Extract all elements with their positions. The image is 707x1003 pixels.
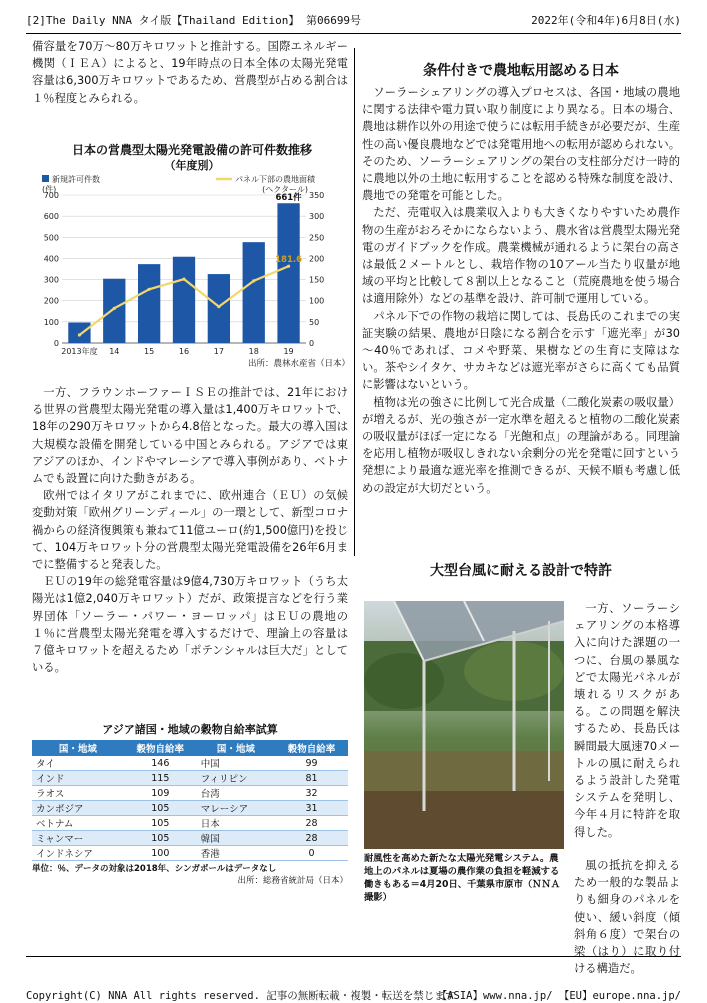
column-header: 国・地域 (197, 740, 275, 756)
permit-chart (36, 143, 348, 375)
chart-source: 出所：農林水産省（日本） (247, 359, 350, 369)
grain-self-sufficiency-table (32, 740, 348, 861)
left-tick-label: 600 (43, 212, 59, 222)
line-point (252, 279, 255, 282)
table-cell: 115 (124, 771, 197, 786)
page-header (26, 10, 681, 30)
table-cell: 146 (124, 756, 197, 771)
table-cell: 香港 (197, 846, 275, 861)
bar (103, 279, 125, 343)
x-tick-label: 17 (213, 347, 224, 356)
bar (138, 264, 160, 343)
chart-title: 日本の営農型太陽光発電設備の許可件数推移 (71, 143, 312, 157)
header-date: 2022年(令和4年)6月8日(水) (531, 14, 681, 27)
table-cell: 105 (124, 831, 197, 846)
chart-canvas (36, 175, 348, 375)
paragraph-shading-rate: パネル下での作物の栽培に関しては、長島氏のこれまでの実証実験の結果、農地が日陰になる割合を示す「遮光率」が30～40％であれば、コメや野菜、果樹などの生育に支障はない。茶やシイタケ、サカキなどは遮光率がさらに高くても品質に影響はないという。 (362, 309, 680, 392)
line-point (78, 333, 81, 336)
grain-table-block (32, 722, 348, 886)
paragraph-fraunhofer: 一方、フラウンホーファーＩＳＥの推計では、21年における世界の営農型太陽光発電の導入量は1,400万キロワットで、18年の290万キロワットから4.8倍となった。最大の導入国は大規模な設備を開発している中国とみられる。アジアでは東アジアのほか、インドやマレーシアで導入事例があり、ベトナムでも設置に向けた動きがある。 (32, 386, 348, 486)
legend-label-permits: 新規許可件数 (52, 175, 100, 184)
paragraph-panel-structure: 風の抵抗を抑えるため一般的な製品よりも細身のパネルを使い、緩い斜度（傾斜角６度）で架台の梁（はり）に取り付ける構造だ。 (574, 859, 680, 976)
table-cell: カンボジア (32, 801, 124, 816)
right-tick-label: 300 (309, 212, 325, 222)
bar (173, 257, 195, 343)
table-row (32, 846, 348, 861)
header-publication: [2]The Daily NNA タイ版【Thailand Edition】 第06699号 (26, 14, 362, 27)
table-cell: ベトナム (32, 816, 124, 831)
column-header: 穀物自給率 (275, 740, 348, 756)
x-tick-label: 16 (178, 347, 190, 356)
table-cell: 台湾 (197, 786, 275, 801)
table-cell: 0 (275, 846, 348, 861)
paragraph-typhoon-risk: 一方、ソーラーシェアリングの本格導入に向けた課題の一つに、台風の暴風などで太陽光パネルが壊れるリスクがある。この問題を解決するため、長島氏は瞬間最大風速70メートルの風に耐えられるよう設計した発電システムを発明し、今年４月に特許を取得した。 (574, 602, 680, 839)
right-tick-label: 200 (309, 254, 325, 264)
legend-label-area: パネル下部の農地面積 (235, 175, 315, 184)
left-tick-label: 200 (43, 296, 59, 306)
typhoon-structure-head (574, 857, 680, 976)
left-tick-label: 400 (43, 254, 59, 264)
table-cell: 日本 (197, 816, 275, 831)
column-divider (354, 48, 355, 556)
column-header: 国・地域 (32, 740, 124, 756)
left-axis-unit: (件) (42, 185, 57, 194)
table-cell: ラオス (32, 786, 124, 801)
left-tick-label: 500 (43, 233, 59, 243)
paragraph-eu: ＥＵの19年の総発電容量は9億4,730万キロワット（うち太陽光は1億2,040万キロワット）だが、政策提言などを行う業界団体「ソーラー・パワー・ヨーロッパ」はＥＵの農地の１％に営農型太陽光発電を導入するだけで、理論上の容量は７億キロワットを超えるため「ポテンシャルは巨大だ」としている。 (32, 575, 348, 675)
right-tick-label: 50 (309, 317, 320, 327)
solar-farm-photo (364, 601, 564, 849)
table-cell: 中国 (197, 756, 275, 771)
table-cell: 32 (275, 786, 348, 801)
table-cell: インドネシア (32, 846, 124, 861)
right-tick-label: 0 (309, 339, 315, 348)
column-header: 穀物自給率 (124, 740, 197, 756)
left-body (32, 384, 348, 676)
footer-rule (26, 956, 681, 957)
table-header-row (32, 740, 348, 756)
right-tick-label: 150 (309, 275, 325, 285)
intro-paragraph: 備容量を70万～80万キロワットと推計する。国際エネルギー機関（ＩＥＡ）によると、19年時点の日本全体の太陽光発電容量は6,300万キロワットであるため、営農型が占める割合は１％程度とみられる。 (32, 40, 348, 105)
bar (243, 242, 265, 343)
line-point (182, 278, 185, 281)
table-cell: ミャンマー (32, 831, 124, 846)
paragraph-light-saturation: 植物は光の強さに比例して光合成量（二酸化炭素の吸収量）が増えるが、光の強さが一定水準を超えると植物の二酸化炭素の吸収量がほぼ一定になる「光飽和点」の理論がある。同理論を応用し植物が吸収しきれない余剰分の光を発電に回すという発想により最適な遮光率を推測できるが、天候不順も考慮し低めの設定が大切だという。 (362, 395, 680, 495)
left-intro (32, 38, 348, 107)
x-tick-label: 19 (283, 347, 294, 356)
solar-panel-illustration (364, 601, 564, 849)
left-tick-label: 100 (43, 317, 59, 327)
headline-typhoon-patent: 大型台風に耐える設計で特許 (430, 563, 612, 579)
right-body (362, 84, 680, 497)
footer-copyright: Copyright(C) NNA All rights reserved. 記事の無断転載・複製・転送を禁じます (26, 990, 456, 1002)
table-cell: インド (32, 771, 124, 786)
table-cell: フィリピン (197, 771, 275, 786)
right-tick-label: 350 (309, 191, 325, 200)
paragraph-italy: 欧州ではイタリアがこれまでに、欧州連合（ＥＵ）の気候変動対策「欧州グリーンディール」の一環として、新型コロナ禍からの経済復興策も兼ねて11億ユーロ(約1,500億円)を投じて、104万キロワット分の営農型太陽光発電設備を26年6月までに整備すると発表した。 (32, 489, 348, 572)
table-cell: 81 (275, 771, 348, 786)
table-cell: 99 (275, 756, 348, 771)
bar (68, 322, 90, 343)
left-tick-label: 300 (43, 275, 59, 285)
bar-data-label: 661件 (275, 193, 302, 204)
x-tick-label: 2013年度 (61, 347, 98, 356)
line-point (113, 307, 116, 310)
photo-caption: 耐風性を高めた新たな太陽光発電システム。農地上のパネルは夏場の農作業の負担を軽減する働きもある＝4月20日、千葉県市原市（ＮＮＡ撮影） (364, 853, 561, 903)
x-tick-label: 15 (144, 347, 155, 356)
left-tick-label: 0 (53, 339, 59, 348)
table-cell: 105 (124, 816, 197, 831)
table-row (32, 756, 348, 771)
table-cell: 韓国 (197, 831, 275, 846)
x-tick-label: 14 (109, 347, 120, 356)
left-tick-label: 700 (43, 191, 59, 200)
table-cell: 100 (124, 846, 197, 861)
table-cell: 105 (124, 801, 197, 816)
typhoon-text-narrow (574, 600, 680, 841)
table-row (32, 786, 348, 801)
table-cell: 28 (275, 831, 348, 846)
paragraph-japan-process: ソーラーシェアリングの導入プロセスは、各国・地域の農地に関する法律や電力買い取り制度により異なる。日本の場合、農地は耕作以外の用途で使うには転用手続きが必要だが、生産性の高い優良農地などでは発電用地への転用が認められない。そのため、ソーラーシェアリングの架台の支柱部分だけ一時的に農地以外の土地に転用することを認める特殊な制度を設け、農地での発電を可能とした。 (362, 86, 680, 203)
right-tick-label: 100 (309, 296, 325, 306)
table-row (32, 801, 348, 816)
footer-links: 【ASIA】www.nna.jp/ 【EU】europe.nna.jp/ (436, 990, 681, 1002)
table-source: 出所：総務省統計局（日本） (237, 876, 348, 886)
line-point (148, 288, 151, 291)
table-cell: 28 (275, 816, 348, 831)
table-cell: マレーシア (197, 801, 275, 816)
bar (277, 203, 299, 343)
right-axis-unit: (ヘクタール) (262, 185, 308, 194)
bar (208, 274, 230, 343)
table-note: 単位：％、データの対象は2018年、シンガポールはデータなし (32, 864, 277, 874)
table-row (32, 771, 348, 786)
chart-subtitle: （年度別） (164, 159, 220, 172)
x-tick-label: 18 (248, 347, 259, 356)
headline-farmland-conversion: 条件付きで農地転用認める日本 (423, 63, 619, 79)
table-cell: 109 (124, 786, 197, 801)
line-point (217, 305, 220, 308)
table-cell: 31 (275, 801, 348, 816)
legend-swatch-permits (42, 175, 49, 182)
line-data-label: 181.6 (275, 255, 303, 266)
table-row (32, 831, 348, 846)
table-cell: タイ (32, 756, 124, 771)
header-rule (26, 33, 681, 34)
right-tick-label: 250 (309, 233, 325, 243)
table-title: アジア諸国・地域の穀物自給率試算 (102, 723, 278, 736)
table-row (32, 816, 348, 831)
paragraph-guidebook: ただ、売電収入は農業収入よりも大きくなりやすいため農作物の生産がおろそかにならないよう、農水省は営農型太陽光発電のガイドブックを作成。農業機械が通れるように架台の高さは最低２メートルとし、栽培作物の10アール当たり収量が地域の平均と比較して８割以上となること（荒廃農地を使う場合は適用除外）などの基準を設け、許可制で運用している。 (362, 206, 680, 306)
